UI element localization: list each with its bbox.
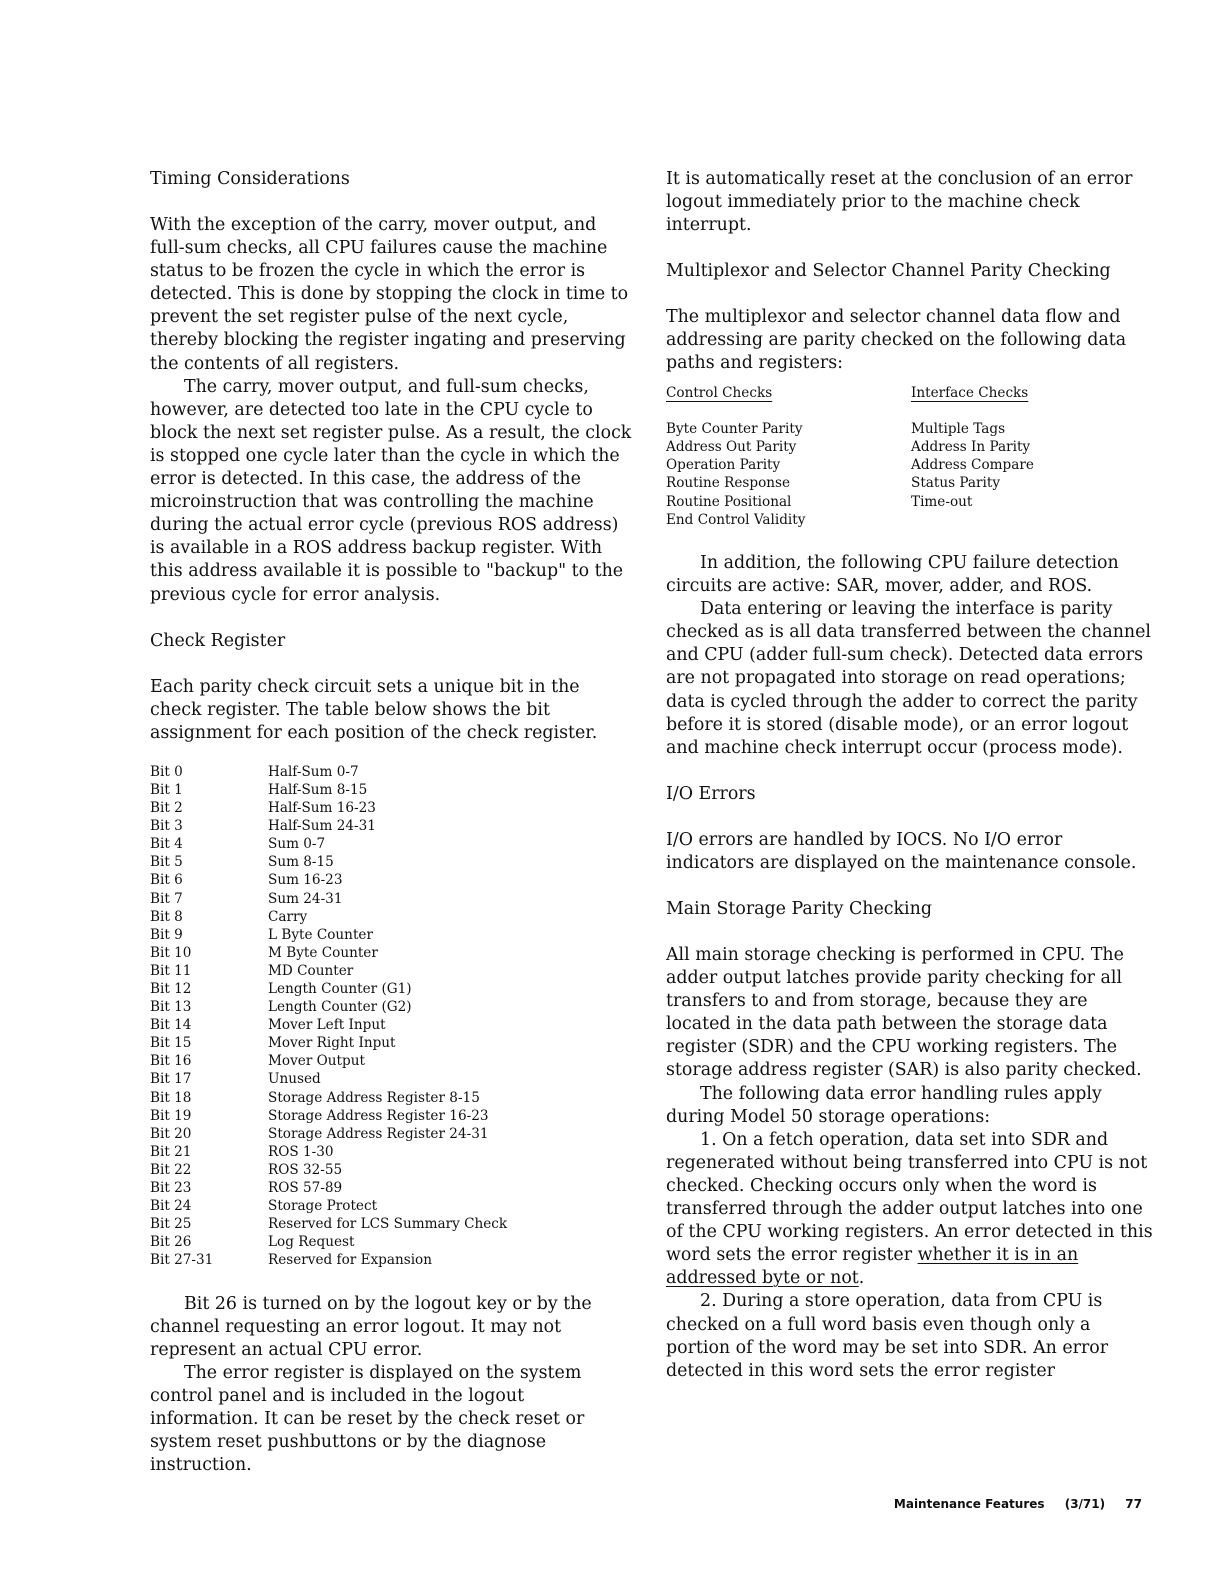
interface-paragraph: Data entering or leaving the interface is parity checked as is all data transferred between the channel and CPU (adder full-sum check). Detected data errors are not propagated into storage on read operations; data is cycled through the adder to correct the parity before it is stored (disable mode), or an error logout and machine check interrupt occur (process mode). <box>666 599 1151 758</box>
bit-row <box>150 1070 636 1088</box>
bit-row <box>150 1052 636 1070</box>
mux-heading: Multiplexor and Selector Channel Parity Checking <box>666 261 1111 282</box>
bit-row <box>150 1215 636 1233</box>
bit-description: Half-Sum 8-15 <box>268 781 368 798</box>
bit-label: Bit 5 <box>150 854 183 871</box>
bit-label: Bit 15 <box>150 1035 192 1052</box>
bit-row <box>150 926 636 944</box>
bit-row <box>150 1179 636 1197</box>
list-item: Address Out Parity <box>666 438 797 455</box>
bit-label: Bit 14 <box>150 1017 192 1034</box>
bit-description: Reserved for Expansion <box>268 1252 432 1269</box>
bit-label: Bit 4 <box>150 836 183 853</box>
bit-description: Half-Sum 16-23 <box>268 800 376 817</box>
control-checks-header: Control Checks <box>666 384 773 401</box>
bit-row <box>150 1089 636 1107</box>
bit-row <box>150 1233 636 1251</box>
bit-description: Length Counter (G1) <box>268 981 412 997</box>
bit-description: Carry <box>268 908 308 925</box>
bit-label: Bit 8 <box>150 908 183 925</box>
bit-label: Bit 24 <box>150 1198 192 1215</box>
addition-paragraph: In addition, the following CPU failure detection circuits are active: SAR, mover, adder, and ROS. <box>666 552 1119 597</box>
bit-description: ROS 32-55 <box>268 1161 343 1178</box>
page-footer <box>878 1497 1142 1511</box>
bit-row <box>150 763 636 781</box>
bit-row <box>150 1034 636 1052</box>
bit-description: ROS 57-89 <box>268 1180 343 1197</box>
bit-row <box>150 1251 636 1269</box>
bit-row <box>150 871 636 889</box>
bit-label: Bit 6 <box>150 872 183 889</box>
list-item: Multiple Tags <box>911 420 1006 437</box>
check-register-heading: Check Register <box>150 630 286 651</box>
bit-description: Mover Output <box>268 1053 365 1070</box>
bit-description: Sum 8-15 <box>268 854 334 871</box>
control-checks-list <box>666 384 911 529</box>
bit-label: Bit 3 <box>150 818 183 835</box>
bit-label: Bit 2 <box>150 800 183 817</box>
bit-label: Bit 27-31 <box>150 1252 214 1269</box>
main-storage-heading: Main Storage Parity Checking <box>666 899 932 920</box>
bit-row <box>150 980 636 998</box>
bit-row <box>150 998 636 1016</box>
list-item: Time-out <box>911 493 973 510</box>
bit-label: Bit 11 <box>150 962 192 979</box>
bit-row <box>150 962 636 980</box>
bit-description: Mover Left Input <box>268 1017 386 1034</box>
bit-row <box>150 781 636 799</box>
bit-description: Storage Address Register 16-23 <box>268 1107 489 1124</box>
bit-label: Bit 22 <box>150 1161 192 1178</box>
bit-row <box>150 853 636 871</box>
bit-row <box>150 835 636 853</box>
bit-row <box>150 1143 636 1161</box>
rule-1-paragraph <box>666 1129 1156 1291</box>
bit-label: Bit 18 <box>150 1089 192 1106</box>
list-item: Byte Counter Parity <box>666 420 803 437</box>
io-errors-paragraph: I/O errors are handled by IOCS. No I/O error indicators are displayed on the maintenance console. <box>666 829 1137 873</box>
timing-paragraph-2: The carry, mover output, and full-sum checks, however, are detected too late in the CPU cycle to block the next set register pulse. As a result, the clock is stopped one cycle later than the cycle in which the error is detected. In this case, the address of the microinstruction that was controlling the machine during the actual error cycle (previous ROS address) is available in a ROS address backup register. With this address available it is possible to "backup" to the previous cycle for error analysis. <box>150 376 632 605</box>
bit-label: Bit 0 <box>150 763 183 780</box>
io-errors-heading: I/O Errors <box>666 783 756 804</box>
timing-paragraph-1: With the exception of the carry, mover output, and full-sum checks, all CPU failures cause the machine status to be frozen the cycle in which the error is detected. This is done by stopping the clock in time to prevent the set register pulse of the next cycle, thereby blocking the register ingating and preserving the contents of all registers. <box>150 215 629 374</box>
bit-description: Length Counter (G2) <box>268 999 412 1016</box>
bit-label: Bit 7 <box>150 890 183 907</box>
bit-description: Reserved for LCS Summary Check <box>268 1216 508 1233</box>
bit-row <box>150 1016 636 1034</box>
bit-label: Bit 25 <box>150 1216 192 1233</box>
bit-label: Bit 17 <box>150 1071 192 1088</box>
list-item: Address In Parity <box>911 438 1031 455</box>
list-item: Routine Positional <box>666 493 792 510</box>
main-storage-paragraph: All main storage checking is performed in CPU. The adder output latches provide parity checking for all transfers to and from storage, because they are located in the data path between the storage data register (SDR) and the CPU working registers. The storage address register (SAR) is also parity checked. <box>666 945 1142 1081</box>
mux-paragraph: The multiplexor and selector channel data flow and addressing are parity checked on the following data paths and registers: <box>666 307 1127 374</box>
timing-heading: Timing Considerations <box>150 169 350 189</box>
error-register-paragraph: The error register is displayed on the system control panel and is included in the logout information. It can be reset by the check reset or system reset pushbuttons or by the diagnose instruction. <box>150 1362 585 1476</box>
list-item: Status Parity <box>911 475 1001 492</box>
rules-paragraph: The following data error handling rules apply during Model 50 storage operations: <box>666 1083 1102 1127</box>
list-item: End Control Validity <box>666 511 806 528</box>
interface-checks-header: Interface Checks <box>911 384 1029 401</box>
bit-label: Bit 1 <box>150 781 183 798</box>
rule-1-underlined: whether it is in an addressed byte or not <box>666 1245 1079 1289</box>
bit-row <box>150 890 636 908</box>
footer-section: Maintenance Features <box>893 1497 1045 1511</box>
bit-row <box>150 944 636 962</box>
bit-label: Bit 26 <box>150 1234 192 1251</box>
interface-checks-list <box>911 384 1156 529</box>
bit-description: Unused <box>268 1071 321 1088</box>
bit-description: Sum 16-23 <box>268 872 343 889</box>
bit-row <box>150 799 636 817</box>
list-item: Address Compare <box>911 457 1034 474</box>
bit-description: Sum 0-7 <box>268 836 326 853</box>
bit-description: Sum 24-31 <box>268 890 343 907</box>
bit-row <box>150 817 636 835</box>
bit-label: Bit 20 <box>150 1125 192 1142</box>
bit-assignment-table <box>150 763 636 1270</box>
bit-label: Bit 10 <box>150 944 192 961</box>
check-register-paragraph: Each parity check circuit sets a unique bit in the check register. The table below shows the bit assignment for each position of the check register. <box>150 676 598 743</box>
bit-row <box>150 1161 636 1179</box>
list-item: Routine Response <box>666 475 791 492</box>
left-column <box>150 168 636 1477</box>
bit-description: MD Counter <box>268 962 354 979</box>
continuation-paragraph: It is automatically reset at the conclusion of an error logout immediately prior to the machine check interrupt. <box>666 169 1133 236</box>
list-item: Operation Parity <box>666 457 781 474</box>
rule-2-paragraph: 2. During a store operation, data from CPU is checked on a full word basis even though only a portion of the word may be set into SDR. An error detected in this word sets the error register <box>666 1291 1109 1381</box>
bit26-paragraph: Bit 26 is turned on by the logout key or by the channel requesting an error logout. It may not represent an actual CPU error. <box>150 1293 592 1360</box>
checks-lists <box>666 384 1156 529</box>
bit-label: Bit 12 <box>150 981 192 997</box>
footer-date: (3/71) <box>1064 1497 1106 1511</box>
bit-row <box>150 1197 636 1215</box>
bit-label: Bit 9 <box>150 926 183 943</box>
right-column <box>666 168 1156 1383</box>
bit-description: Half-Sum 0-7 <box>268 763 359 780</box>
bit-label: Bit 19 <box>150 1107 192 1124</box>
page-number: 77 <box>1125 1497 1142 1511</box>
bit-description: Storage Address Register 8-15 <box>268 1089 480 1106</box>
bit-label: Bit 13 <box>150 999 192 1016</box>
rule-1-text: 1. On a fetch operation, data set into SDR and regenerated without being transferred into CPU is not checked. Checking occurs only when the word is transferred through the adder output latches into one of the CPU working registers. An error detected in this word sets the error register <box>666 1129 1153 1266</box>
bit-description: L Byte Counter <box>268 926 373 943</box>
bit-row <box>150 1107 636 1125</box>
bit-description: Storage Address Register 24-31 <box>268 1125 489 1142</box>
bit-description: Log Request <box>268 1234 355 1251</box>
bit-description: ROS 1-30 <box>268 1143 334 1160</box>
rule-1-end: . <box>858 1268 865 1289</box>
bit-description: Half-Sum 24-31 <box>268 818 376 835</box>
bit-description: M Byte Counter <box>268 944 378 961</box>
bit-row <box>150 1125 636 1143</box>
bit-label: Bit 16 <box>150 1053 192 1070</box>
bit-description: Storage Protect <box>268 1198 378 1215</box>
bit-row <box>150 908 636 926</box>
bit-label: Bit 21 <box>150 1143 192 1160</box>
bit-label: Bit 23 <box>150 1180 192 1197</box>
bit-description: Mover Right Input <box>268 1035 396 1052</box>
